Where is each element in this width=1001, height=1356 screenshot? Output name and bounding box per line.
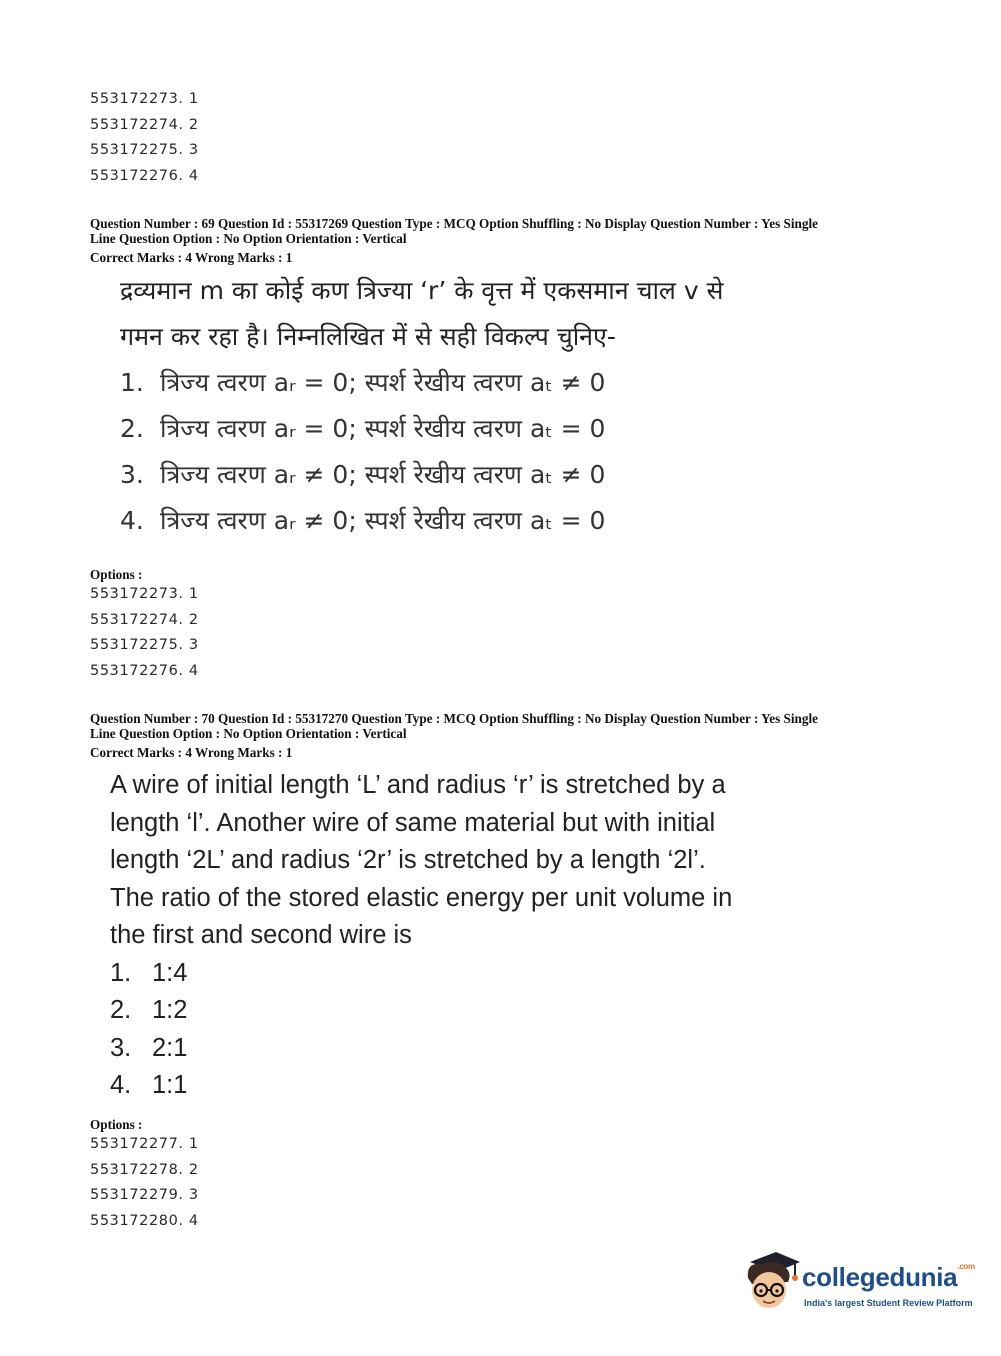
q70-meta-line2: Line Question Option : No Option Orientation : Vertical <box>90 726 407 741</box>
q70-options <box>90 1117 199 1234</box>
q70-choice-4: 4. 1:1 <box>110 1071 188 1099</box>
q69-meta-line1: Question Number : 69 Question Id : 55317269 Question Type : MCQ Option Shuffling : No Display Question Number : Yes Single <box>90 216 818 231</box>
option-line: 553172278. 2 <box>90 1161 199 1178</box>
collegedunia-logo <box>742 1248 975 1318</box>
option-line: 553172277. 1 <box>90 1136 199 1152</box>
q69-meta <box>90 216 920 265</box>
q69-stem-line2: गमन कर रहा है। निम्नलिखित में से सही विकल्प चुनिए- <box>120 322 616 351</box>
q69-options <box>90 567 199 684</box>
q69-choice-3: 3. त्रिज्य त्वरण aᵣ ≠ 0; स्पर्श रेखीय त्वरण aₜ ≠ 0 <box>120 460 606 489</box>
q69-marks: Correct Marks : 4 Wrong Marks : 1 <box>90 250 293 265</box>
brand-dot: .com <box>957 1262 975 1271</box>
q70-stem-line: length ‘l’. Another wire of same material but with initial <box>110 808 716 837</box>
q69-choice-2: 2. त्रिज्य त्वरण aᵣ = 0; स्पर्श रेखीय त्वरण aₜ = 0 <box>120 414 606 443</box>
top-options-list <box>90 87 199 189</box>
option-line: 553172279. 3 <box>90 1187 199 1203</box>
q69-options-label: Options : <box>90 567 143 582</box>
q70-stem-line: A wire of initial length ‘L’ and radius ‘r’ is stretched by a <box>110 771 726 799</box>
q70-options-label: Options : <box>90 1117 143 1132</box>
brand-tagline: India's largest Student Review Platform <box>804 1298 973 1308</box>
q69-stem-line1: द्रव्यमान m का कोई कण त्रिज्या ‘r’ के वृत्त में एकसमान चाल v से <box>120 276 724 305</box>
q70-meta <box>90 711 920 760</box>
q70-marks: Correct Marks : 4 Wrong Marks : 1 <box>90 745 293 760</box>
q70-meta-line1: Question Number : 70 Question Id : 55317270 Question Type : MCQ Option Shuffling : No Display Question Number : Yes Single <box>90 711 818 726</box>
q70-stem-line: The ratio of the stored elastic energy per unit volume in <box>110 883 733 912</box>
q70-stem-line: length ‘2L’ and radius ‘2r’ is stretched by a length ‘2l’. <box>110 846 706 874</box>
option-line: 553172274. 2 <box>90 116 199 133</box>
option-line: 553172274. 2 <box>90 611 199 628</box>
student-mascot-icon <box>742 1248 802 1314</box>
option-line: 553172276. 4 <box>90 662 199 679</box>
q70-stem <box>110 767 732 1105</box>
option-line: 553172275. 3 <box>90 637 199 653</box>
q69-meta-line2: Line Question Option : No Option Orientation : Vertical <box>90 231 407 246</box>
q70-choice-1: 1. 1:4 <box>110 958 188 987</box>
q70-choice-3: 3. 2:1 <box>110 1033 188 1062</box>
q70-choice-2: 2. 1:2 <box>110 996 188 1024</box>
q69-stem <box>120 268 723 544</box>
q69-choice-4: 4. त्रिज्य त्वरण aᵣ ≠ 0; स्पर्श रेखीय त्वरण aₜ = 0 <box>120 506 606 535</box>
q69-choice-1: 1. त्रिज्य त्वरण aᵣ = 0; स्पर्श रेखीय त्वरण aₜ ≠ 0 <box>120 368 606 397</box>
option-line: 553172275. 3 <box>90 142 199 158</box>
option-line: 553172273. 1 <box>90 91 199 107</box>
q70-stem-line: the first and second wire is <box>110 921 412 949</box>
option-line: 553172280. 4 <box>90 1212 199 1229</box>
brand-name: collegedunia$^{.com}$ <box>802 1262 975 1292</box>
option-line: 553172276. 4 <box>90 167 199 184</box>
option-line: 553172273. 1 <box>90 586 199 602</box>
